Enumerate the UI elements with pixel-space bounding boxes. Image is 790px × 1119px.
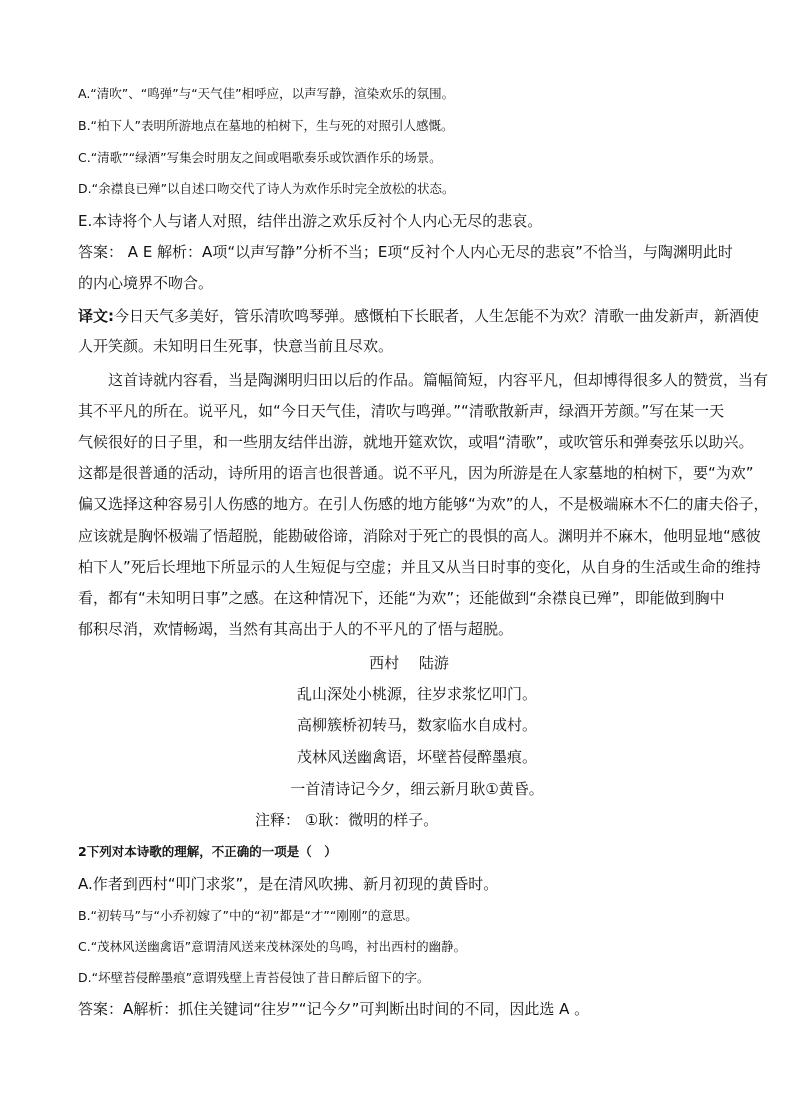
translation-line-1 <box>78 305 759 326</box>
translation-line-2: 人开笑颜。未知明日生死事，快意当前且尽欢。 <box>78 337 394 355</box>
q1-answer <box>78 241 733 262</box>
q1-option-b: B.“柏下人”表明所游地点在墓地的柏树下，生与死的对照引人感慨。 <box>78 118 454 133</box>
analysis-line-2: 其不平凡的所在。说平凡，如“今日天气佳，清吹与鸣弹。”“清歌散新声，绿酒开芳颜。”写在某一天 <box>78 402 725 420</box>
analysis-line-4: 这都是很普通的活动，诗所用的语言也很普通。说不平凡，因为所游是在人家墓地的柏树下，要“为欢” <box>78 464 754 482</box>
q2-question: 2下列对本诗歌的理解，不正确的一项是（ ） <box>78 844 337 859</box>
analysis-line-8: 看，都有“未知明日事”之感。在这种情况下，还能“为欢”；还能做到“余襟良已殚”，即能做到胸中 <box>78 589 725 607</box>
q1-answer-label: 答案： <box>78 243 124 261</box>
q1-option-a: A.“清吹”、“鸣弹”与“天气佳”相呼应，以声写静，渲染欢乐的氛围。 <box>78 86 455 101</box>
poem-line-2: 高柳簇桥初转马，数家临水自成村。 <box>296 716 537 734</box>
q2-option-b: B.“初转马”与“小乔初嫁了”中的“初”都是“才”“刚刚”的意思。 <box>78 908 418 923</box>
poem-note: 注释： ①耿：微明的样子。 <box>255 811 439 829</box>
q1-option-d: D.“余襟良已殚”以自述口吻交代了诗人为欢作乐时完全放松的状态。 <box>78 181 455 196</box>
analysis-line-7: 柏下人”死后长埋地下所显示的人生短促与空虚；并且又从当日时事的变化，从自身的生活或生命的维持 <box>78 558 761 576</box>
poem-title: 西村 陆游 <box>369 654 449 672</box>
poem-line-3: 茂林风送幽禽语，坏壁苔侵醉墨痕。 <box>296 748 537 766</box>
q1-answer-text: A E 解析：A项“以声写静”分析不当；E项“反衬个人内心无尽的悲哀”不恰当，与陶渊明此时 <box>123 243 733 261</box>
q2-option-d: D.“坏壁苔侵醉墨痕”意谓残壁上青苔侵蚀了昔日醉后留下的字。 <box>78 970 430 985</box>
analysis-line-9: 郁积尽消，欢情畅竭，当然有其高出于人的不平凡的了悟与超脱。 <box>78 620 514 638</box>
q1-answer-cont: 的内心境界不吻合。 <box>78 274 214 292</box>
q2-option-c: C.“茂林风送幽禽语”意谓清风送来茂林深处的鸟鸣，衬出西村的幽静。 <box>78 939 467 954</box>
analysis-line-6: 应该就是胸怀极端了悟超脱，能勘破俗谛，消除对于死亡的畏惧的高人。渊明并不麻木，他明显地“感彼 <box>78 527 761 545</box>
q1-option-e: E.本诗将个人与诸人对照，结伴出游之欢乐反衬个人内心无尽的悲哀。 <box>78 212 543 230</box>
poem-line-4: 一首清诗记今夕，细云新月耿①黄昏。 <box>290 780 544 798</box>
analysis-line-1: 这首诗就内容看，当是陶渊明归田以后的作品。篇幅简短，内容平凡，但却博得很多人的赞赏，当有 <box>78 371 769 389</box>
q2-answer: 答案：A解析：抓住关键词“往岁”“记今夕”可判断出时间的不同，因此选 A 。 <box>78 1000 590 1018</box>
q1-option-c: C.“清歌”“绿酒”写集会时朋友之间或唱歌奏乐或饮酒作乐的场景。 <box>78 150 442 165</box>
analysis-line-3: 气候很好的日子里，和一些朋友结伴出游，就地开筵欢饮，或唱“清歌”，或吹管乐和弹奏弦乐以助兴。 <box>78 433 754 451</box>
q2-option-a: A.作者到西村“叩门求浆”，是在清风吹拂、新月初现的黄昏时。 <box>78 875 499 893</box>
analysis-line-5: 偏又选择这种容易引人伤感的地方。在引人伤感的地方能够“为欢”的人，不是极端麻木不仁的庸夫俗子， <box>78 495 769 513</box>
poem-line-1: 乱山深处小桃源，往岁求浆忆叩门。 <box>296 685 537 703</box>
translation-label: 译文: <box>78 307 114 325</box>
translation-text: 今日天气多美好，管乐清吹鸣琴弹。感慨柏下长眠者，人生怎能不为欢？清歌一曲发新声，新酒使 <box>114 307 760 325</box>
